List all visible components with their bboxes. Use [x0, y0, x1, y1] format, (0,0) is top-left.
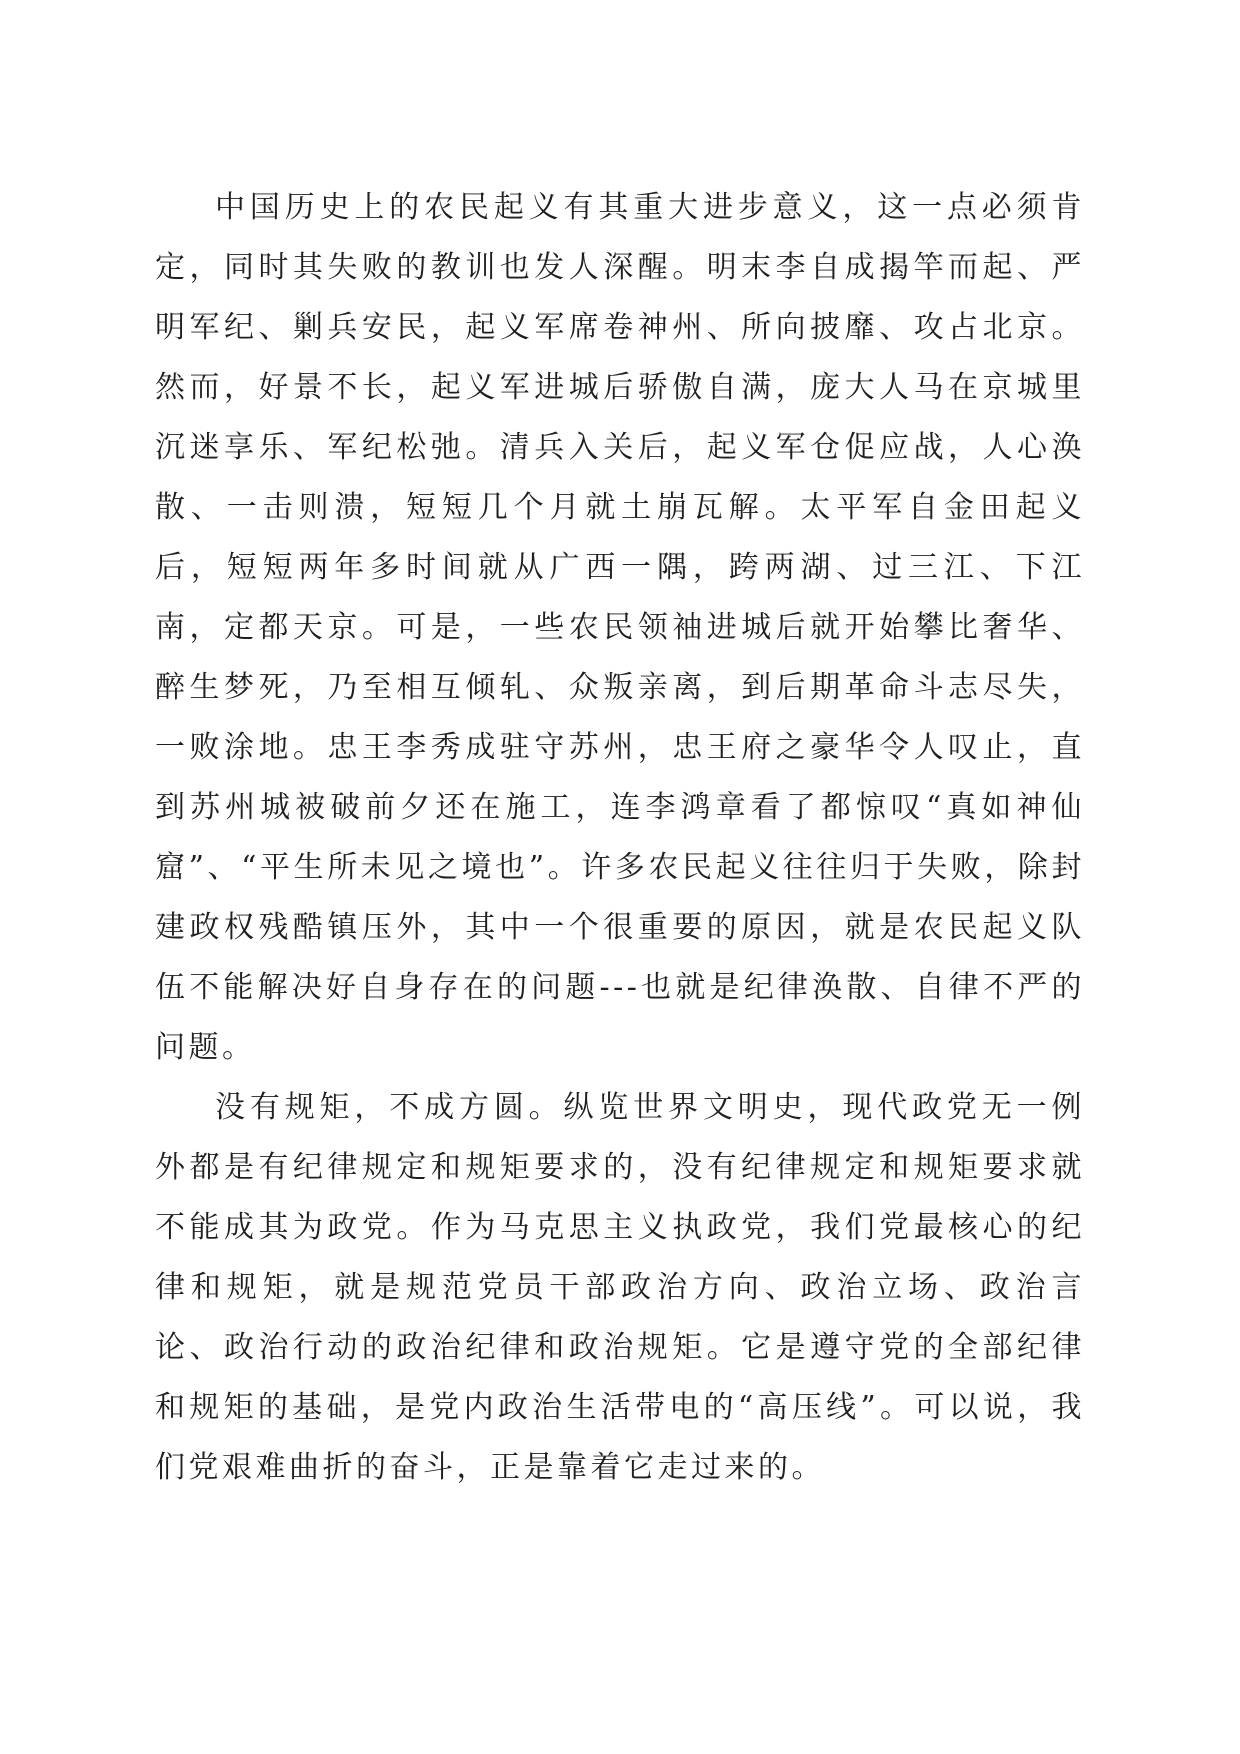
paragraph-peasant-uprisings: 中国历史上的农民起义有其重大进步意义，这一点必须肯定，同时其失败的教训也发人深醒。明末李自成揭竿而起、严明军纪、剿兵安民，起义军席卷神州、所向披靡、攻占北京。然而，好景不长，起义军进城后骄傲自满，庞大人马在京城里沉迷享乐、军纪松弛。清兵入关后，起义军仓促应战，人心涣散、一击则溃，短短几个月就土崩瓦解。太平军自金田起义后，短短两年多时间就从广西一隅，跨两湖、过三江、下江南，定都天京。可是，一些农民领袖进城后就开始攀比奢华、醉生梦死，乃至相互倾轧、众叛亲离，到后期革命斗志尽失，一败涂地。忠王李秀成驻守苏州，忠王府之豪华令人叹止，直到苏州城被破前夕还在施工，连李鸿章看了都惊叹“真如神仙窟”、“平生所未见之境也”。许多农民起义往往归于失败，除封建政权残酷镇压外，其中一个很重要的原因，就是农民起义队伍不能解决好自身存在的问题---也就是纪律涣散、自律不严的问题。: [155, 190, 1085, 1065]
document-page: [155, 178, 1085, 1498]
paragraph-party-discipline: 没有规矩，不成方圆。纵览世界文明史，现代政党无一例外都是有纪律规定和规矩要求的，没有纪律规定和规矩要求就不能成其为政党。作为马克思主义执政党，我们党最核心的纪律和规矩，就是规范党员干部政治方向、政治立场、政治言论、政治行动的政治纪律和政治规矩。它是遵守党的全部纪律和规矩的基础，是党内政治生活带电的“高压线”。可以说，我们党艰难曲折的奋斗，正是靠着它走过来的。: [155, 1090, 1085, 1485]
